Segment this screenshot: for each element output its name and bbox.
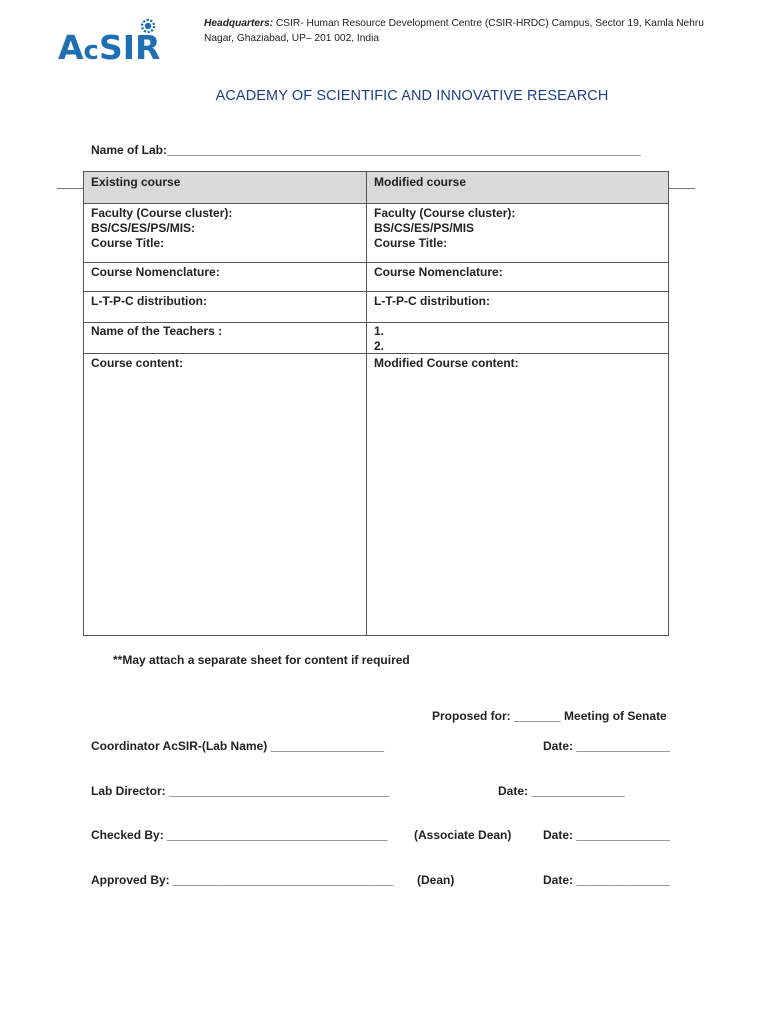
nomenclature-existing: Course Nomenclature: (84, 263, 367, 291)
attachment-note: **May attach a separate sheet for content if required (113, 653, 410, 667)
nomenclature-modified: Course Nomenclature: (374, 265, 503, 279)
headquarters-address (204, 16, 724, 46)
acsir-logo (58, 16, 188, 68)
header-existing-course: Existing course (84, 172, 367, 203)
approved-by-line: Approved By: _________________________________ (91, 873, 394, 887)
table-row (84, 263, 668, 292)
table-row (84, 292, 668, 323)
ltpc-existing: L-T-P-C distribution: (84, 292, 367, 322)
checked-by-date: Date: ______________ (543, 828, 670, 842)
approved-by-role: (Dean) (417, 873, 455, 887)
ltpc-modified: L-T-P-C distribution: (374, 294, 490, 308)
content-modified: Modified Course content: (374, 356, 519, 370)
hq-label: Headquarters: (204, 18, 274, 29)
lab-name-field: Name of Lab:_______________________________________________________________________ (91, 143, 641, 157)
lab-director-line: Lab Director: _________________________________ (91, 784, 390, 798)
table-row (84, 204, 668, 263)
checked-by-line: Checked By: _________________________________ (91, 828, 388, 842)
margin-line-right (669, 188, 695, 189)
faculty-modified: Faculty (Course cluster): BS/CS/ES/PS/MIS Course Title: (374, 206, 516, 250)
teachers-modified: 1. 2. (374, 324, 385, 353)
table-row (84, 354, 668, 635)
hq-line2: Nagar, Ghaziabad, UP– 201 002, India (204, 33, 380, 44)
lab-director-date: Date: ______________ (498, 784, 625, 798)
document-title: ACADEMY OF SCIENTIFIC AND INNOVATIVE RESEARCH (215, 88, 609, 104)
checked-by-role: (Associate Dean) (414, 828, 512, 842)
margin-line-left (57, 188, 83, 189)
coordinator-date: Date: ______________ (543, 739, 670, 753)
teachers-existing: Name of the Teachers : (84, 323, 367, 353)
logo-wordmark: AcSIR (58, 28, 161, 67)
course-comparison-table (83, 171, 669, 636)
content-existing: Course content: (84, 354, 367, 635)
table-header-row (84, 172, 668, 204)
hq-line1: CSIR- Human Resource Development Centre (CSIR-HRDC) Campus, Sector 19, Kamla Nehru (275, 18, 704, 29)
header-modified-course: Modified course (374, 175, 467, 189)
approved-by-date: Date: ______________ (543, 873, 670, 887)
faculty-existing: Faculty (Course cluster): BS/CS/ES/PS/MIS: Course Title: (84, 204, 367, 262)
coordinator-line: Coordinator AcSIR-(Lab Name) _________________ (91, 739, 385, 753)
table-row (84, 323, 668, 354)
proposed-for-line: Proposed for: _______ Meeting of Senate (432, 709, 667, 723)
